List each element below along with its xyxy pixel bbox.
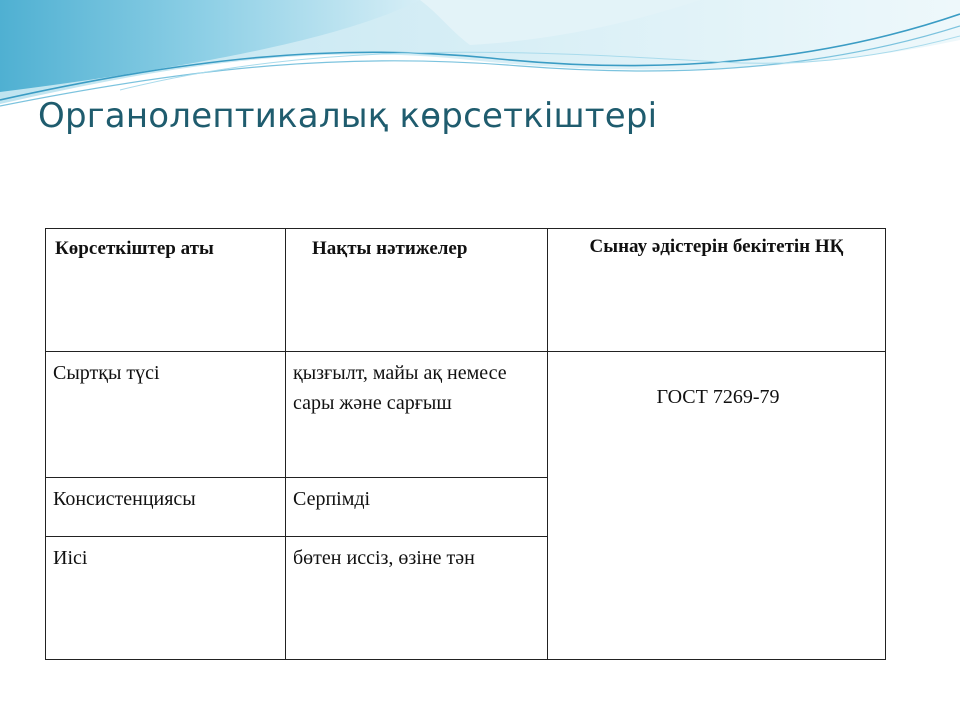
header-indicator-name [46,229,286,352]
indicator-name-cell [46,536,286,659]
standard-value: ГОСТ 7269-79 [656,386,780,408]
indicators-table-container [45,228,885,660]
indicator-name: Иісі [53,546,88,569]
table-row [46,352,886,478]
slide-title: Органолептикалық көрсеткіштері [38,96,658,136]
header-actual-results-label: Нақты нәтижелер [312,238,468,259]
actual-result-cell [286,478,548,536]
header-indicator-name-label: Көрсеткіштер аты [55,238,214,259]
actual-result: бөтен иссіз, өзіне тән [293,546,475,569]
header-test-method-standard-label: Сынау әдістерін бекітетін НҚ [589,236,844,257]
header-test-method-standard [548,229,886,352]
indicator-name: Консистенциясы [53,488,196,511]
organoleptic-indicators-table [45,228,886,660]
actual-result: Серпімді [293,488,371,511]
indicator-name-cell [46,352,286,478]
actual-result-cell [286,536,548,659]
indicator-name-cell [46,478,286,536]
actual-result-cell [286,352,548,478]
standard-cell [548,352,886,660]
header-actual-results [286,229,548,352]
table-header-row [46,229,886,352]
actual-result: қызғылт, майы ақ немесе сары және сарғыш [293,362,507,414]
indicator-name: Сыртқы түсі [53,362,160,384]
